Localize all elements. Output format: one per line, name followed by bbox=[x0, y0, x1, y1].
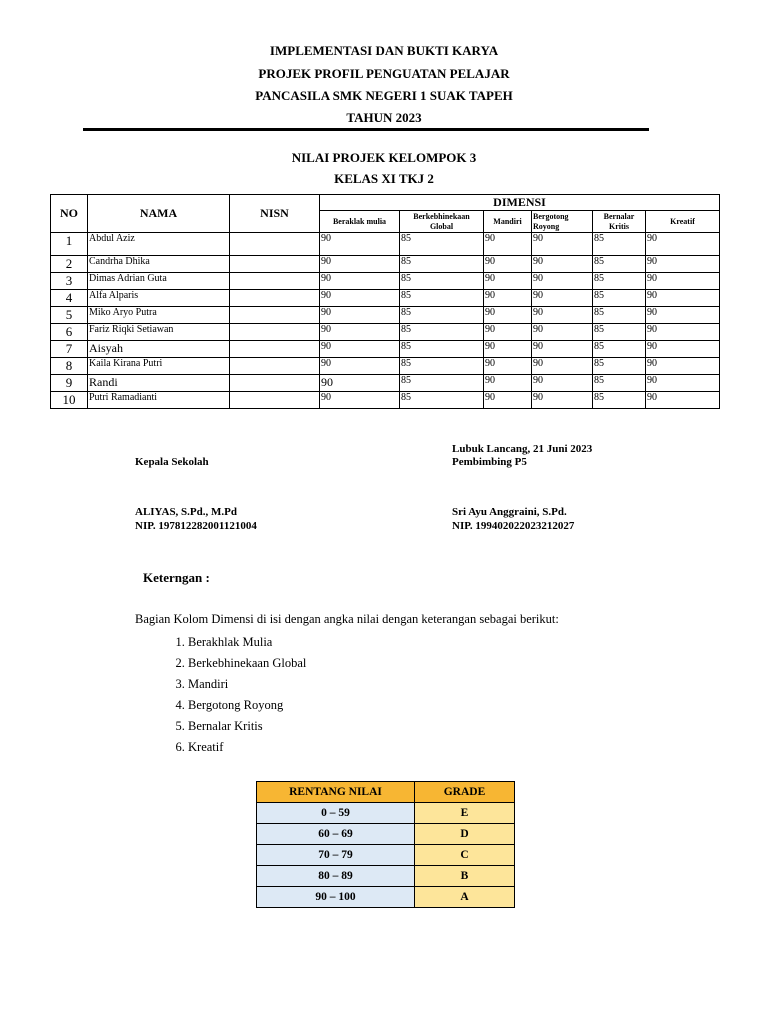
student-nisn bbox=[230, 392, 320, 409]
score-cell: 85 bbox=[593, 392, 646, 409]
score-cell: 90 bbox=[484, 341, 532, 358]
score-cell: 85 bbox=[400, 392, 484, 409]
list-item: 1. Berakhlak Mulia bbox=[188, 632, 306, 653]
table-row bbox=[51, 290, 720, 307]
place-date: Lubuk Lancang, 21 Juni 2023 bbox=[452, 443, 593, 455]
grade-cell: E bbox=[415, 803, 515, 824]
score-cell: 90 bbox=[532, 290, 593, 307]
row-no: 5 bbox=[51, 307, 88, 324]
score-cell: 90 bbox=[646, 392, 720, 409]
row-no: 4 bbox=[51, 290, 88, 307]
student-name: Aisyah bbox=[88, 341, 230, 358]
list-item: 6. Kreatif bbox=[188, 737, 306, 758]
table-row bbox=[51, 256, 720, 273]
student-nisn bbox=[230, 375, 320, 392]
list-item: 4. Bergotong Royong bbox=[188, 695, 306, 716]
score-cell: 90 bbox=[484, 358, 532, 375]
score-cell: 85 bbox=[400, 233, 484, 256]
table-row bbox=[257, 866, 515, 887]
score-cell: 90 bbox=[646, 324, 720, 341]
range-cell: 0 – 59 bbox=[257, 803, 415, 824]
dim-header: Mandiri bbox=[484, 211, 532, 233]
score-cell: 90 bbox=[484, 233, 532, 256]
score-cell: 85 bbox=[593, 324, 646, 341]
range-cell: 60 – 69 bbox=[257, 824, 415, 845]
student-name: Dimas Adrian Guta bbox=[88, 273, 230, 290]
score-cell: 85 bbox=[400, 307, 484, 324]
score-cell: 90 bbox=[532, 375, 593, 392]
doc-title-year: TAHUN 2023 bbox=[346, 110, 422, 125]
score-cell: 90 bbox=[532, 392, 593, 409]
grade-cell: B bbox=[415, 866, 515, 887]
table-row bbox=[51, 358, 720, 375]
score-cell: 85 bbox=[400, 256, 484, 273]
score-cell: 90 bbox=[646, 375, 720, 392]
doc-title-line2: PROJEK PROFIL PENGUATAN PELAJAR bbox=[258, 66, 510, 81]
col-header-nisn: NISN bbox=[230, 195, 320, 233]
student-nisn bbox=[230, 256, 320, 273]
table-row bbox=[257, 887, 515, 908]
score-cell: 90 bbox=[484, 256, 532, 273]
score-cell: 90 bbox=[484, 307, 532, 324]
grade-table bbox=[256, 781, 515, 908]
table-row bbox=[51, 233, 720, 256]
score-cell: 85 bbox=[400, 375, 484, 392]
headmaster-role: Kepala Sekolah bbox=[135, 456, 209, 468]
score-cell: 90 bbox=[532, 256, 593, 273]
score-cell: 90 bbox=[320, 375, 400, 392]
score-cell: 90 bbox=[320, 392, 400, 409]
row-no: 7 bbox=[51, 341, 88, 358]
table-row bbox=[257, 824, 515, 845]
table-subtitle: NILAI PROJEK KELOMPOK 3 bbox=[291, 150, 477, 165]
score-cell: 90 bbox=[484, 273, 532, 290]
row-no: 6 bbox=[51, 324, 88, 341]
score-cell: 90 bbox=[532, 233, 593, 256]
score-cell: 85 bbox=[593, 290, 646, 307]
score-cell: 90 bbox=[320, 256, 400, 273]
row-no: 1 bbox=[51, 233, 88, 256]
list-item: 5. Bernalar Kritis bbox=[188, 716, 306, 737]
score-cell: 90 bbox=[646, 233, 720, 256]
dim-header: Beraklak mulia bbox=[320, 211, 400, 233]
grade-cell: D bbox=[415, 824, 515, 845]
score-cell: 85 bbox=[400, 358, 484, 375]
col-header-no: NO bbox=[51, 195, 88, 233]
student-name: Miko Aryo Putra bbox=[88, 307, 230, 324]
table-row bbox=[51, 324, 720, 341]
score-cell: 90 bbox=[320, 324, 400, 341]
student-name: Putri Ramadianti bbox=[88, 392, 230, 409]
dimension-legend bbox=[150, 632, 306, 758]
col-header-name: NAMA bbox=[88, 195, 230, 233]
supervisor-role: Pembimbing P5 bbox=[452, 456, 527, 468]
supervisor-nip: NIP. 199402022023212027 bbox=[452, 520, 575, 532]
score-cell: 90 bbox=[484, 324, 532, 341]
table-row bbox=[51, 273, 720, 290]
score-cell: 90 bbox=[532, 358, 593, 375]
grade-col-range: RENTANG NILAI bbox=[257, 782, 415, 803]
student-nisn bbox=[230, 290, 320, 307]
row-no: 9 bbox=[51, 375, 88, 392]
score-cell: 90 bbox=[320, 273, 400, 290]
grade-cell: A bbox=[415, 887, 515, 908]
student-nisn bbox=[230, 233, 320, 256]
score-cell: 90 bbox=[646, 358, 720, 375]
student-name: Kaila Kirana Putri bbox=[88, 358, 230, 375]
grade-col-grade: GRADE bbox=[415, 782, 515, 803]
score-cell: 90 bbox=[320, 358, 400, 375]
student-name: Abdul Aziz bbox=[88, 233, 230, 256]
student-name: Candrha Dhika bbox=[88, 256, 230, 273]
score-cell: 85 bbox=[593, 273, 646, 290]
student-nisn bbox=[230, 307, 320, 324]
score-cell: 90 bbox=[646, 256, 720, 273]
student-name: Fariz Riqki Setiawan bbox=[88, 324, 230, 341]
grade-header-row bbox=[257, 782, 515, 803]
score-cell: 85 bbox=[593, 341, 646, 358]
score-cell: 90 bbox=[484, 290, 532, 307]
doc-title-line1: IMPLEMENTASI DAN BUKTI KARYA bbox=[269, 43, 499, 58]
score-cell: 85 bbox=[593, 307, 646, 324]
list-item: 3. Mandiri bbox=[188, 674, 306, 695]
score-cell: 85 bbox=[593, 375, 646, 392]
table-row bbox=[51, 375, 720, 392]
list-item: 2. Berkebhinekaan Global bbox=[188, 653, 306, 674]
score-cell: 90 bbox=[532, 273, 593, 290]
table-row bbox=[51, 341, 720, 358]
student-nisn bbox=[230, 341, 320, 358]
notes-intro: Bagian Kolom Dimensi di isi dengan angka nilai dengan keterangan sebagai berikut: bbox=[135, 612, 559, 626]
student-nisn bbox=[230, 324, 320, 341]
col-header-dimensi: DIMENSI bbox=[320, 195, 720, 211]
row-no: 3 bbox=[51, 273, 88, 290]
student-nisn bbox=[230, 358, 320, 375]
table-row bbox=[257, 845, 515, 866]
range-cell: 90 – 100 bbox=[257, 887, 415, 908]
range-cell: 70 – 79 bbox=[257, 845, 415, 866]
score-cell: 90 bbox=[484, 375, 532, 392]
score-cell: 90 bbox=[320, 233, 400, 256]
score-table bbox=[50, 194, 720, 409]
score-cell: 90 bbox=[532, 324, 593, 341]
grade-cell: C bbox=[415, 845, 515, 866]
score-cell: 85 bbox=[400, 341, 484, 358]
score-cell: 90 bbox=[532, 341, 593, 358]
headmaster-name: ALIYAS, S.Pd., M.Pd bbox=[135, 506, 237, 518]
student-name: Randi bbox=[88, 375, 230, 392]
headmaster-nip: NIP. 197812282001121004 bbox=[135, 520, 257, 532]
score-cell: 90 bbox=[646, 273, 720, 290]
score-cell: 90 bbox=[646, 341, 720, 358]
score-cell: 90 bbox=[320, 341, 400, 358]
score-cell: 90 bbox=[320, 307, 400, 324]
score-cell: 90 bbox=[532, 307, 593, 324]
row-no: 10 bbox=[51, 392, 88, 409]
notes-title: Keterngan : bbox=[143, 570, 210, 585]
row-no: 8 bbox=[51, 358, 88, 375]
doc-title-line3: PANCASILA SMK NEGERI 1 SUAK TAPEH bbox=[255, 88, 513, 103]
score-cell: 85 bbox=[593, 233, 646, 256]
dim-header: Bergotong Royong bbox=[532, 211, 593, 233]
supervisor-name: Sri Ayu Anggraini, S.Pd. bbox=[452, 506, 567, 518]
score-cell: 85 bbox=[593, 358, 646, 375]
score-cell: 85 bbox=[400, 290, 484, 307]
dim-header: Bernalar Kritis bbox=[593, 211, 646, 233]
score-cell: 90 bbox=[646, 290, 720, 307]
score-cell: 85 bbox=[400, 273, 484, 290]
student-name: Alfa Alparis bbox=[88, 290, 230, 307]
table-row bbox=[51, 392, 720, 409]
score-cell: 90 bbox=[484, 392, 532, 409]
score-cell: 85 bbox=[593, 256, 646, 273]
class-subtitle: KELAS XI TKJ 2 bbox=[334, 171, 434, 186]
dim-header: Berkebhinekaan Global bbox=[400, 211, 484, 233]
table-row bbox=[257, 803, 515, 824]
header-divider bbox=[83, 128, 649, 131]
range-cell: 80 – 89 bbox=[257, 866, 415, 887]
dim-header: Kreatif bbox=[646, 211, 720, 233]
student-nisn bbox=[230, 273, 320, 290]
score-cell: 90 bbox=[320, 290, 400, 307]
score-cell: 85 bbox=[400, 324, 484, 341]
row-no: 2 bbox=[51, 256, 88, 273]
table-row bbox=[51, 307, 720, 324]
score-cell: 90 bbox=[646, 307, 720, 324]
